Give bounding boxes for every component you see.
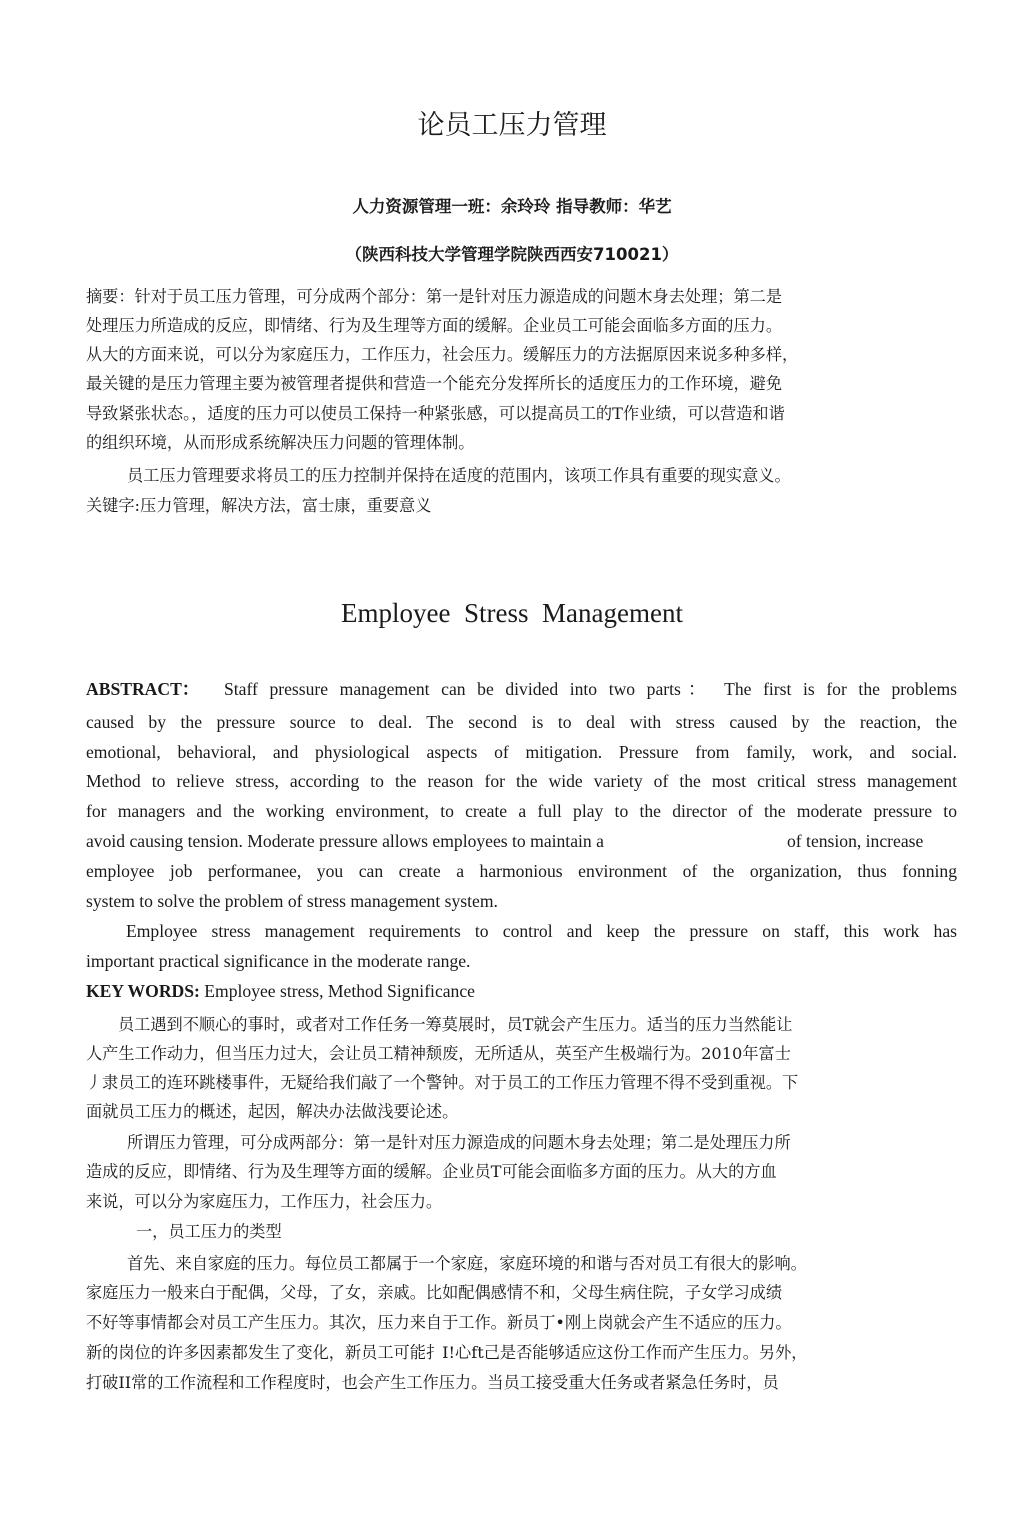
abstract-cn-line: 从大的方面来说，可以分为家庭压力，工作压力，社会压力。缓解压力的方法据原因来说多种多样， xyxy=(86,345,799,364)
body-cn-line: 人产生工作动力，但当压力过大，会让员工精神颓废，无所适从，英至产生极端行为。2010年富士 xyxy=(86,1044,791,1063)
abstract-en-line: Staff pressure management can be divided into two parts： The first is for the problems xyxy=(224,679,957,699)
chinese-title: 论员工压力管理 xyxy=(417,110,607,141)
abstract-cn-line: 摘要：针对于员工压力管理，可分成两个部分：第一是针对压力源造成的问题木身去处理；第二是 xyxy=(86,287,783,306)
affiliation: （陕西科技大学管理学院陕西西安710021） xyxy=(345,245,679,264)
abstract-en-line: employee job performanee, you can create a harmonious environment of the organization, thus fonning xyxy=(86,861,957,881)
author-line: 人力资源管理一班：余玲玲 指导教师：华艺 xyxy=(352,197,672,216)
body-cn-line: 来说，可以分为家庭压力，工作压力，社会压力。 xyxy=(86,1192,443,1211)
abstract-en-line: important practical significance in the moderate range. xyxy=(86,951,471,971)
body-cn-line: 新的岗位的许多因素都发生了变化，新员工可能扌I!心ft己是否能够适应这份工作而产生压力。另外， xyxy=(86,1343,808,1362)
abstract-en-line: of tension, increase xyxy=(787,831,924,851)
abstract-en-line: system to solve the problem of stress management system. xyxy=(86,891,498,911)
keywords-en-text: Employee stress, Method Significance xyxy=(199,981,475,1001)
body-cn-line: 打破II常的工作流程和工作程度时，也会产生工作压力。当员工接受重大任务或者紧急任务时，员 xyxy=(86,1373,779,1392)
body-cn-line: 面就员工压力的概述，起因，解决办法做浅要论述。 xyxy=(86,1102,459,1121)
abstract-en-label: ABSTRACT： xyxy=(86,679,200,699)
body-cn-line: 造成的反应，即情绪、行为及生理等方面的缓解。企业员T可能会面临多方面的压力。从大的方血 xyxy=(86,1162,777,1181)
abstract-cn-line: 员工压力管理要求将员工的压力控制并保持在适度的范围内，该项工作具有重要的现实意义。 xyxy=(127,466,791,485)
abstract-en-line: Method to relieve stress, according to the reason for the wide variety of the most critical stress management xyxy=(86,771,957,791)
body-cn-line: 家庭压力一般来白于配偶，父母，了女，亲戚。比如配偶感情不和，父母生病住院，子女学习成绩 xyxy=(86,1283,783,1302)
keywords-cn: 关键字:压力管理，解决方法，富士康，重要意义 xyxy=(86,496,432,515)
abstract-en-line: Employee stress management requirements to control and keep the pressure on staff, this work has xyxy=(126,921,957,941)
abstract-cn-line: 导致紧张状态。，适度的压力可以使员工保持一种紧张感，可以提高员工的T作业绩，可以营造和谐 xyxy=(86,404,785,423)
body-cn-line: 所谓压力管理，可分成两部分：第一是针对压力源造成的问题木身去处理；第二是处理压力所 xyxy=(127,1133,791,1152)
body-cn-line: 首先、来自家庭的压力。每位员工都属于一个家庭，家庭环境的和谐与否对员工有很大的影响。 xyxy=(127,1254,807,1273)
abstract-cn-line: 的组织环境，从而形成系统解决压力问题的管理体制。 xyxy=(86,433,475,452)
keywords-en xyxy=(86,980,475,1002)
abstract-cn-line: 处理压力所造成的反应，即情绪、行为及生理等方面的缓解。企业员工可能会面临多方面的压力。 xyxy=(86,316,783,335)
section-heading: 一，员工压力的类型 xyxy=(136,1222,282,1241)
body-cn-line: 不好等事情都会对员工产生压力。其次，压力来自于工作。新员丁•刚上岗就会产生不适应的压力。 xyxy=(86,1313,792,1332)
keywords-en-label: KEY WORDS: xyxy=(86,981,200,1001)
abstract-cn-line: 最关键的是压力管理主要为被管理者提供和营造一个能充分发挥所长的适度压力的工作环境，避免 xyxy=(86,374,783,393)
body-cn-line: 丿隶员工的连环跳楼事件，无疑给我们敲了一个警钟。对于员工的工作压力管理不得不受到重视。下 xyxy=(86,1073,799,1092)
english-title: Employee Stress Management xyxy=(341,598,683,628)
abstract-en-line: caused by the pressure source to deal. The second is to deal with stress caused by the reaction, the xyxy=(86,712,957,732)
body-cn-line: 员工遇到不顺心的事时，或者对工作任务一筹莫展时，员T就会产生压力。适当的压力当然能让 xyxy=(118,1015,793,1034)
abstract-en-line: avoid causing tension. Moderate pressure allows employees to maintain a xyxy=(86,831,604,851)
abstract-en-line: for managers and the working environment, to create a full play to the director of the moderate pressure to xyxy=(86,801,957,821)
abstract-en-line: emotional, behavioral, and physiological aspects of mitigation. Pressure from family, work, and social. xyxy=(86,742,957,762)
